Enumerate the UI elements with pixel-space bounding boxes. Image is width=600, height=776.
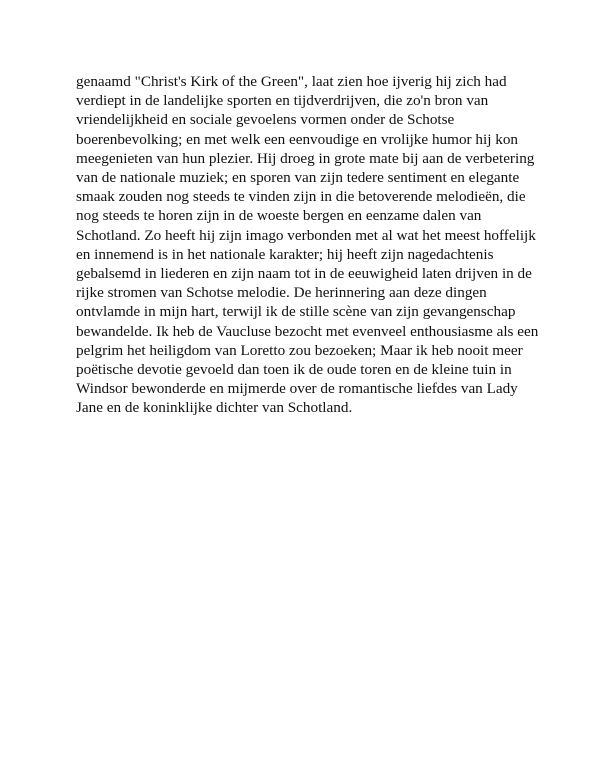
text-line: verdiept in de landelijke sporten en tijdverdrijven, die zo'n bron van xyxy=(76,92,489,110)
text-line: gebalsemd in liederen en zijn naam tot in de eeuwigheid laten drijven in de xyxy=(76,265,532,283)
text-line: van de nationale muziek; en sporen van zijn tedere sentiment en elegante xyxy=(76,169,520,187)
text-line: Jane en de koninklijke dichter van Schotland. xyxy=(76,399,353,417)
text-line: Schotland. Zo heeft hij zijn imago verbonden met al wat het meest hoffelijk xyxy=(76,226,536,244)
text-line: en innemend is in het nationale karakter; hij heeft zijn nagedachtenis xyxy=(76,245,494,263)
text-line: meegenieten van hun plezier. Hij droeg in grote mate bij aan de verbetering xyxy=(76,149,535,167)
text-line: rijke stromen van Schotse melodie. De herinnering aan deze dingen xyxy=(76,284,487,302)
text-line: bewandelde. Ik heb de Vaucluse bezocht met evenveel enthousiasme als een xyxy=(76,322,539,340)
text-line: smaak zouden nog steeds te vinden zijn in die betoverende melodieën, die xyxy=(76,188,526,206)
text-line: Windsor bewonderde en mijmerde over de romantische liefdes van Lady xyxy=(76,380,518,398)
text-line: poëtische devotie gevoeld dan toen ik de oude toren en de kleine tuin in xyxy=(76,361,512,379)
text-line: pelgrim het heiligdom van Loretto zou bezoeken; Maar ik heb nooit meer xyxy=(76,341,523,359)
text-line: boerenbevolking; en met welk een eenvoudige en vrolijke humor hij kon xyxy=(76,130,519,148)
text-line: ontvlamde in mijn hart, terwijl ik de stille scène van zijn gevangenschap xyxy=(76,303,516,321)
text-line: nog steeds te horen zijn in de woeste bergen en eenzame dalen van xyxy=(76,207,482,225)
body-paragraph xyxy=(76,72,539,418)
text-line: genaamd "Christ's Kirk of the Green", laat zien hoe ijverig hij zich had xyxy=(76,73,507,90)
text-line: vriendelijkheid en sociale gevoelens vormen onder de Schotse xyxy=(76,111,455,129)
